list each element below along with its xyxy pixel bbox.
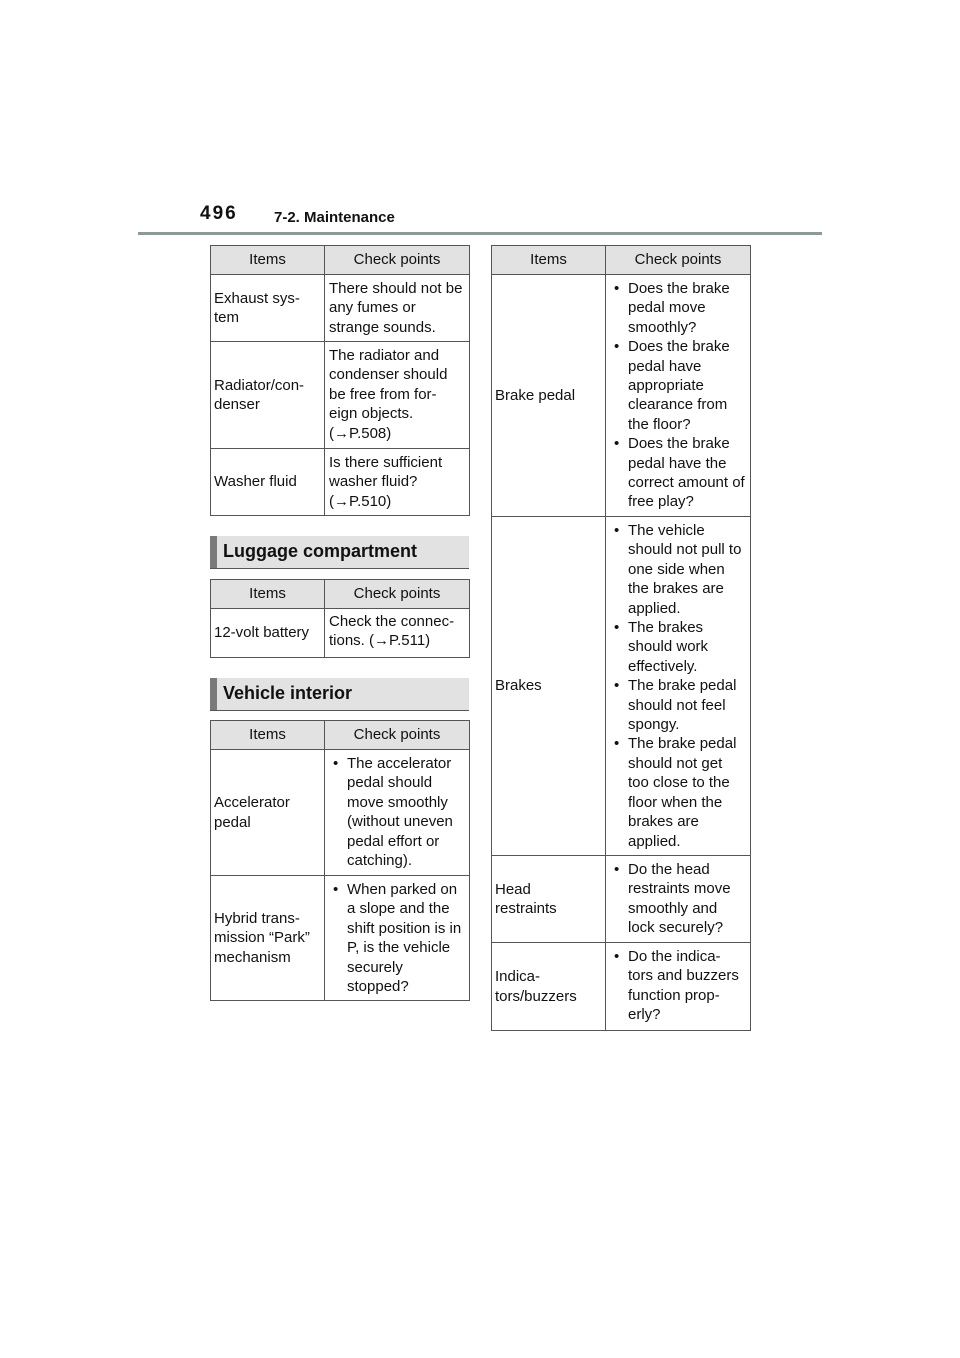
- table-row: [492, 943, 751, 1031]
- item-cell: Indica- tors/buzzers: [492, 943, 606, 1031]
- items-column-header: Items: [211, 246, 325, 275]
- table-row: [211, 876, 470, 1001]
- check-points-column-header: Check points: [325, 721, 470, 750]
- table-header-row: [211, 721, 470, 750]
- check-cell: [606, 856, 751, 943]
- bullet-item: • Do the head restraints move smoothly and lock securely?: [610, 860, 746, 938]
- item-cell: 12-volt battery: [211, 609, 325, 658]
- bullet-item: • Does the brake pedal have the correct amount of free play?: [610, 434, 746, 512]
- item-cell: Washer fluid: [211, 449, 325, 516]
- check-cell: [325, 750, 470, 876]
- check-points-column-header: Check points: [606, 246, 751, 275]
- section-title: 7-2. Maintenance: [274, 209, 395, 226]
- bullet-item: • Do the indica- tors and buzzers function prop- erly?: [610, 947, 746, 1025]
- check-cell: The radiator and condenser should be free from for- eign objects. (→P.508): [325, 342, 470, 449]
- table-row: [211, 342, 470, 449]
- check-cell: There should not be any fumes or strange sounds.: [325, 275, 470, 342]
- bullet-item: • The brake pedal should not get too close to the floor when the brakes are applied.: [610, 734, 746, 850]
- bullet-item: • Does the brake pedal have appropriate clearance from the floor?: [610, 337, 746, 434]
- interior-heading-rule: [210, 710, 469, 711]
- check-cell: [606, 943, 751, 1031]
- check-points-column-header: Check points: [325, 580, 470, 609]
- item-cell: Hybrid trans- mission “Park” mechanism: [211, 876, 325, 1001]
- interior-heading: Vehicle interior: [210, 678, 469, 710]
- page-number: 496: [200, 203, 238, 224]
- bullet-item: • Does the brake pedal move smoothly?: [610, 279, 746, 337]
- interior-check-table: [210, 720, 470, 1001]
- header-rule: [138, 232, 822, 235]
- bullet-item: • The brakes should work effectively.: [610, 618, 746, 676]
- items-column-header: Items: [492, 246, 606, 275]
- item-cell: Brake pedal: [492, 275, 606, 517]
- item-cell: Head restraints: [492, 856, 606, 943]
- items-column-header: Items: [211, 721, 325, 750]
- table-row: [211, 750, 470, 876]
- luggage-heading-rule: [210, 568, 469, 569]
- table-header-row: [211, 246, 470, 275]
- table-header-row: [211, 580, 470, 609]
- bullet-item: • The accelerator pedal should move smoothly (without uneven pedal effort or catching).: [329, 754, 465, 870]
- check-cell: [325, 876, 470, 1001]
- luggage-heading: Luggage compartment: [210, 536, 469, 568]
- check-cell: Is there sufficient washer fluid? (→P.510): [325, 449, 470, 516]
- table-row: [211, 275, 470, 342]
- check-cell: Check the connec- tions. (→P.511): [325, 609, 470, 658]
- item-cell: Brakes: [492, 517, 606, 856]
- interior-check-table-continued: [491, 245, 751, 1031]
- bullet-item: • The vehicle should not pull to one side when the brakes are applied.: [610, 521, 746, 618]
- item-cell: Exhaust sys- tem: [211, 275, 325, 342]
- table-row: [211, 609, 470, 658]
- table-row: [211, 449, 470, 516]
- item-cell: Accelerator pedal: [211, 750, 325, 876]
- items-column-header: Items: [211, 580, 325, 609]
- check-cell: [606, 275, 751, 517]
- check-cell: [606, 517, 751, 856]
- table-row: [492, 275, 751, 517]
- check-points-column-header: Check points: [325, 246, 470, 275]
- table-row: [492, 517, 751, 856]
- bullet-item: • The brake pedal should not feel spongy.: [610, 676, 746, 734]
- item-cell: Radiator/con- denser: [211, 342, 325, 449]
- table-row: [492, 856, 751, 943]
- engine-check-table: [210, 245, 470, 516]
- luggage-check-table: [210, 579, 470, 658]
- bullet-item: • When parked on a slope and the shift position is in P, is the vehicle securely stopped?: [329, 880, 465, 996]
- table-header-row: [492, 246, 751, 275]
